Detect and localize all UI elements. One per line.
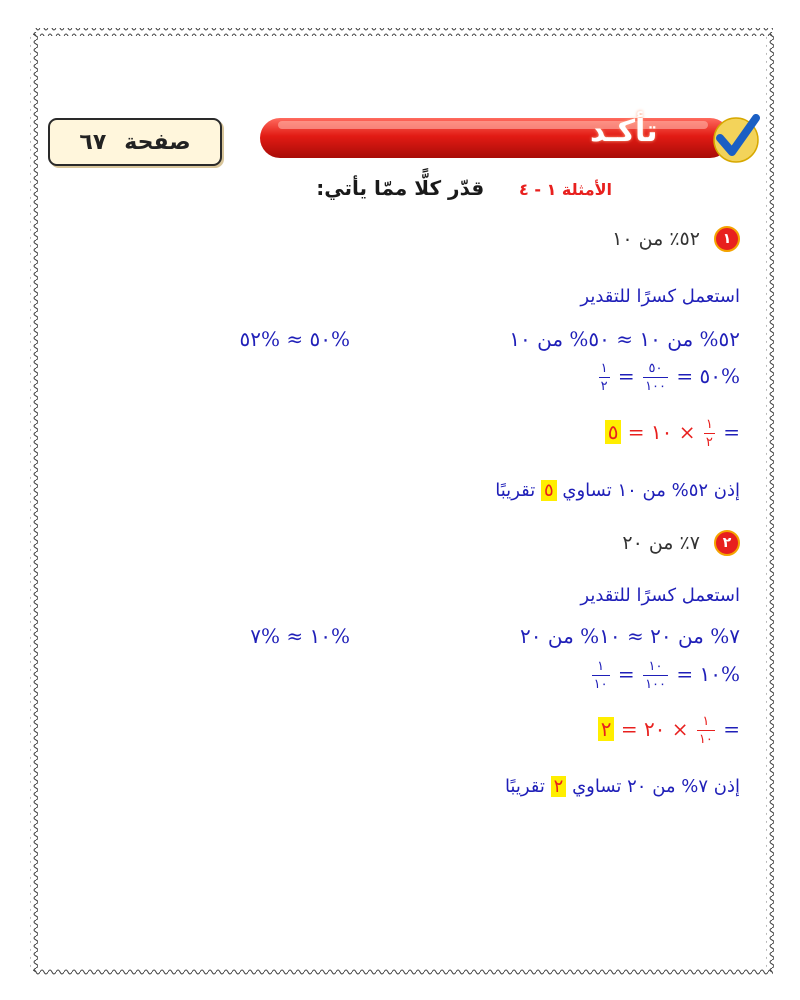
denominator: ١٠ — [698, 732, 713, 747]
instruction-line — [316, 176, 612, 200]
denominator: ٢ — [705, 435, 713, 450]
denominator: ١٠٠ — [645, 379, 667, 394]
multiplier: ٢٠ — [643, 717, 666, 741]
problem-2-fraction-line: %١٠ = $\frac{١٠}{١٠٠}$ = $\frac{١}{١٠}$ — [593, 659, 740, 692]
checkmark-icon — [714, 118, 758, 162]
percent: %٥٠ — [699, 364, 740, 388]
problem-2-statement — [622, 530, 740, 556]
percent: %١٠ — [699, 662, 740, 686]
problem-2-percent-approx: %١٠ ≈ %٧ — [250, 624, 350, 648]
problem-1-fraction-line: %٥٠ = $\frac{٥٠}{١٠٠}$ = $\frac{١}{٢}$ — [600, 361, 740, 394]
check-banner — [258, 112, 763, 164]
numerator: ١ — [592, 660, 610, 676]
denominator: ١٠٠ — [645, 677, 667, 692]
problem-1-product-line: = $\frac{١}{٢}$ × ١٠ = ٥ — [605, 418, 740, 449]
conclusion-text: إذن ٥٢% من ١٠ تساوي — [562, 480, 740, 501]
multiplier: ١٠ — [650, 420, 673, 444]
conclusion-suffix: تقريبًا — [495, 480, 536, 501]
numerator: ١٠ — [643, 660, 668, 676]
problem-1-percent-approx: %٥٠ ≈ %٥٢ — [239, 327, 350, 351]
fraction — [697, 715, 715, 746]
problem-number-icon: ١ — [714, 226, 740, 252]
conclusion-suffix: تقريبًا — [504, 776, 545, 797]
instruction-text: قدّر كلًّا ممّا يأتي: — [316, 176, 485, 200]
problem-2-text: ٧٪ من ٢٠ — [622, 531, 700, 554]
fraction — [599, 362, 610, 393]
problem-1-text: ٥٢٪ من ١٠ — [612, 227, 700, 250]
problem-1-method: استعمل كسرًا للتقدير — [580, 286, 740, 307]
problem-number-icon: ٢ — [714, 530, 740, 556]
fraction — [592, 660, 610, 691]
problem-1-statement — [612, 226, 740, 252]
conclusion-text: إذن ٧% من ٢٠ تساوي — [572, 776, 740, 797]
problem-1-conclusion — [495, 480, 740, 501]
denominator: ١٠ — [593, 677, 608, 692]
denominator: ٢ — [600, 379, 608, 394]
examples-ref: الأمثلة ١ - ٤ — [519, 180, 612, 199]
fraction — [643, 362, 668, 393]
page-label: صفحة — [124, 129, 191, 155]
result-highlight: ٢ — [551, 776, 567, 797]
page-number-badge — [48, 118, 222, 166]
problem-2-product-line: = $\frac{١}{١٠}$ × ٢٠ = ٢ — [598, 715, 740, 746]
numerator: ٥٠ — [643, 362, 668, 378]
problem-1-approx-line: ٥٢% من ١٠ ≈ ٥٠% من ١٠ — [509, 327, 740, 351]
fraction — [704, 418, 715, 449]
numerator: ١ — [705, 417, 713, 432]
numerator: ١ — [697, 715, 715, 731]
problem-2-method: استعمل كسرًا للتقدير — [580, 585, 740, 606]
problem-2-conclusion — [505, 776, 740, 797]
banner-title: تأكـد — [590, 114, 658, 149]
problem-2-approx-line: ٧% من ٢٠ ≈ ١٠% من ٢٠ — [520, 624, 740, 648]
result-highlight: ٥ — [541, 480, 557, 501]
page-number: ٦٧ — [79, 129, 107, 155]
numerator: ١ — [600, 361, 608, 376]
result-highlight: ٥ — [605, 420, 622, 444]
result-highlight: ٢ — [598, 717, 615, 741]
fraction — [643, 660, 668, 691]
